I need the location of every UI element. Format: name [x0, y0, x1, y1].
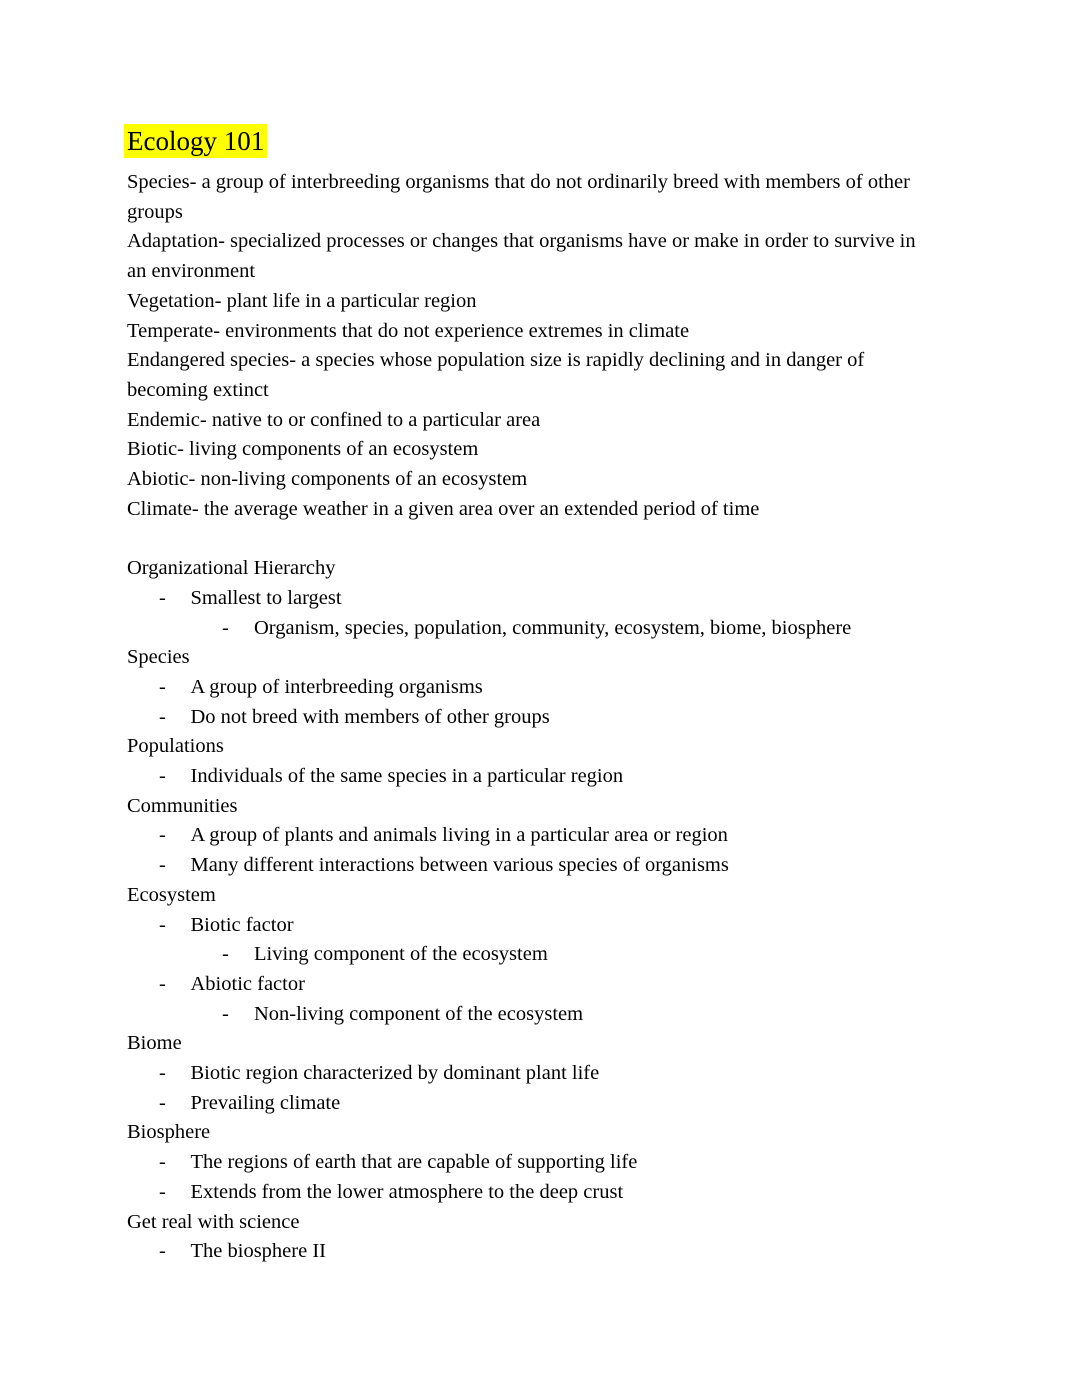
- outline-item: [127, 1148, 927, 1178]
- outline-item-text: A group of interbreeding organisms: [190, 675, 483, 698]
- outline-item: [127, 1237, 927, 1267]
- outline-heading: Species: [127, 646, 190, 669]
- outline-item-text: Prevailing climate: [190, 1091, 341, 1114]
- dash-bullet: -: [159, 824, 166, 847]
- page-title: Ecology 101: [124, 124, 267, 158]
- outline-item: [127, 940, 927, 970]
- outline-block: [127, 554, 927, 1267]
- dash-bullet: -: [222, 616, 229, 639]
- outline-item: [127, 614, 927, 644]
- outline-item: [127, 1000, 927, 1030]
- definitions-block: [127, 168, 927, 524]
- blank-line: [127, 524, 927, 554]
- outline-item-text: The biosphere II: [190, 1240, 326, 1263]
- dash-bullet: -: [159, 705, 166, 728]
- dash-bullet: -: [159, 1091, 166, 1114]
- outline-item: [127, 762, 927, 792]
- outline-item: [127, 911, 927, 941]
- outline-item: [127, 673, 927, 703]
- outline-heading: Populations: [127, 735, 224, 758]
- outline-heading: Organizational Hierarchy: [127, 557, 336, 580]
- dash-bullet: -: [159, 1062, 166, 1085]
- outline-item: [127, 851, 927, 881]
- dash-bullet: -: [159, 1151, 166, 1174]
- outline-item-text: Many different interactions between various species of organisms: [190, 854, 729, 877]
- outline-item: [127, 1089, 927, 1119]
- outline-item-text: Organism, species, population, community, ecosystem, biome, biosphere: [254, 616, 852, 639]
- dash-bullet: -: [159, 586, 166, 609]
- dash-bullet: -: [222, 943, 229, 966]
- outline-item-text: A group of plants and animals living in a particular area or region: [190, 824, 728, 847]
- outline-item-text: Living component of the ecosystem: [254, 943, 548, 966]
- dash-bullet: -: [159, 854, 166, 877]
- outline-item: [127, 584, 927, 614]
- outline-item-text: The regions of earth that are capable of supporting life: [190, 1151, 638, 1174]
- definition-paragraph: Abiotic- non-living components of an ecosystem: [127, 468, 528, 491]
- dash-bullet: -: [159, 675, 166, 698]
- definition-paragraph: Endangered species- a species whose population size is rapidly declining and in danger of becoming extinct: [127, 349, 865, 401]
- definition-paragraph: Endemic- native to or confined to a particular area: [127, 408, 541, 431]
- dash-bullet: -: [159, 913, 166, 936]
- outline-item-text: Do not breed with members of other groups: [190, 705, 550, 728]
- dash-bullet: -: [159, 1180, 166, 1203]
- outline-item: [127, 821, 927, 851]
- dash-bullet: -: [159, 972, 166, 995]
- outline-item-text: Biotic region characterized by dominant plant life: [190, 1062, 600, 1085]
- dash-bullet: -: [159, 765, 166, 788]
- outline-heading: Biosphere: [127, 1121, 211, 1144]
- outline-item-text: Individuals of the same species in a particular region: [190, 765, 624, 788]
- title-line: [127, 124, 953, 162]
- outline-heading: Communities: [127, 794, 238, 817]
- outline-heading: Get real with science: [127, 1210, 300, 1233]
- outline-item: [127, 1059, 927, 1089]
- outline-heading: Ecosystem: [127, 883, 216, 906]
- document-body: [127, 168, 927, 1267]
- outline-item-text: Non-living component of the ecosystem: [254, 1002, 584, 1025]
- dash-bullet: -: [222, 1002, 229, 1025]
- outline-item: [127, 703, 927, 733]
- outline-item-text: Smallest to largest: [190, 586, 342, 609]
- outline-item-text: Extends from the lower atmosphere to the deep crust: [190, 1180, 624, 1203]
- outline-heading: Biome: [127, 1032, 182, 1055]
- definition-paragraph: Temperate- environments that do not experience extremes in climate: [127, 319, 690, 342]
- outline-item: [127, 970, 927, 1000]
- outline-item: [127, 1178, 927, 1208]
- outline-item-text: Abiotic factor: [190, 972, 305, 995]
- definition-paragraph: Climate- the average weather in a given area over an extended period of time: [127, 497, 760, 520]
- definition-paragraph: Species- a group of interbreeding organisms that do not ordinarily breed with members of other groups: [127, 171, 910, 223]
- outline-item-text: Biotic factor: [190, 913, 294, 936]
- definition-paragraph: Vegetation- plant life in a particular region: [127, 289, 477, 312]
- definition-paragraph: Adaptation- specialized processes or changes that organisms have or make in order to survive in an environment: [127, 230, 916, 283]
- definition-paragraph: Biotic- living components of an ecosystem: [127, 438, 479, 461]
- dash-bullet: -: [159, 1240, 166, 1263]
